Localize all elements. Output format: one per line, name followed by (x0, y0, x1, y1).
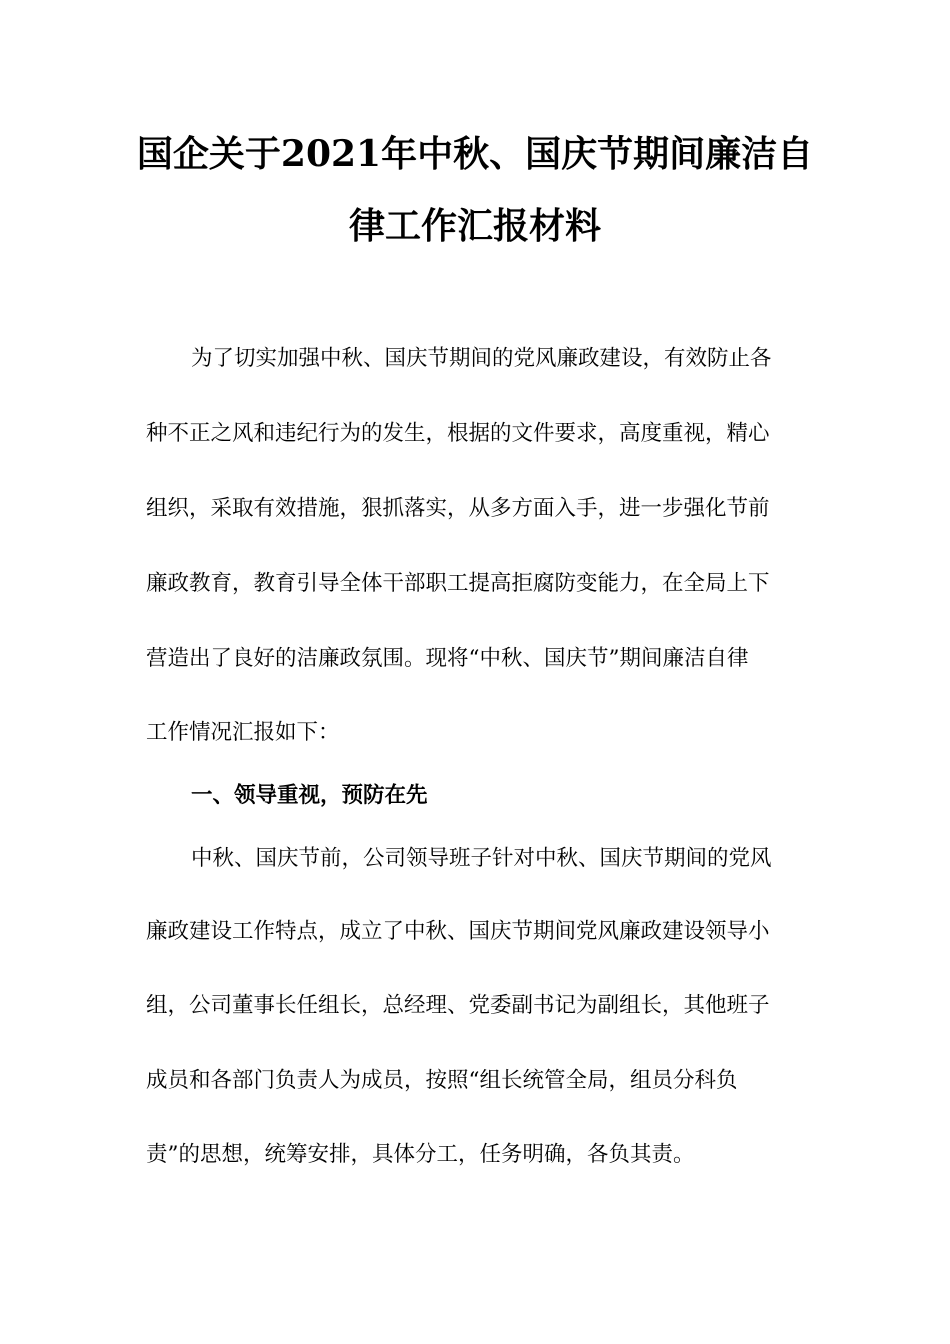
paragraph-section-1-line-4: 成员和各部门负责人为成员，按照“组长统管全局，组员分科负 (146, 1068, 738, 1093)
paragraph-section-1-line-5: 责”的思想，统筹安排，具体分工，任务明确，各负其责。 (146, 1142, 695, 1167)
paragraph-section-1-line-1: 中秋、国庆节前，公司领导班子针对中秋、国庆节期间的党风 (191, 846, 772, 871)
paragraph-intro-line-4: 廉政教育，教育引导全体干部职工提高拒腐防变能力，在全局上下 (146, 571, 770, 596)
section-heading-1: 一、领导重视，预防在先 (191, 783, 428, 808)
paragraph-intro-line-1: 为了切实加强中秋、国庆节期间的党风廉政建设，有效防止各 (191, 346, 772, 371)
document-title-line-2: 律工作汇报材料 (348, 205, 601, 247)
document-title-line-1: 国企关于2021年中秋、国庆节期间廉洁自 (136, 133, 814, 175)
paragraph-intro-line-2: 种不正之风和违纪行为的发生，根据的文件要求，高度重视，精心 (146, 421, 770, 446)
paragraph-intro-line-5: 营造出了良好的洁廉政氛围。现将“中秋、国庆节”期间廉洁自律 (146, 646, 749, 671)
paragraph-section-1-line-2: 廉政建设工作特点，成立了中秋、国庆节期间党风廉政建设领导小 (146, 919, 770, 944)
paragraph-intro-line-3: 组织，采取有效措施，狠抓落实，从多方面入手，进一步强化节前 (146, 496, 770, 521)
paragraph-intro-line-6: 工作情况汇报如下： (146, 720, 340, 745)
paragraph-section-1-line-3: 组，公司董事长任组长，总经理、党委副书记为副组长，其他班子 (146, 993, 770, 1018)
